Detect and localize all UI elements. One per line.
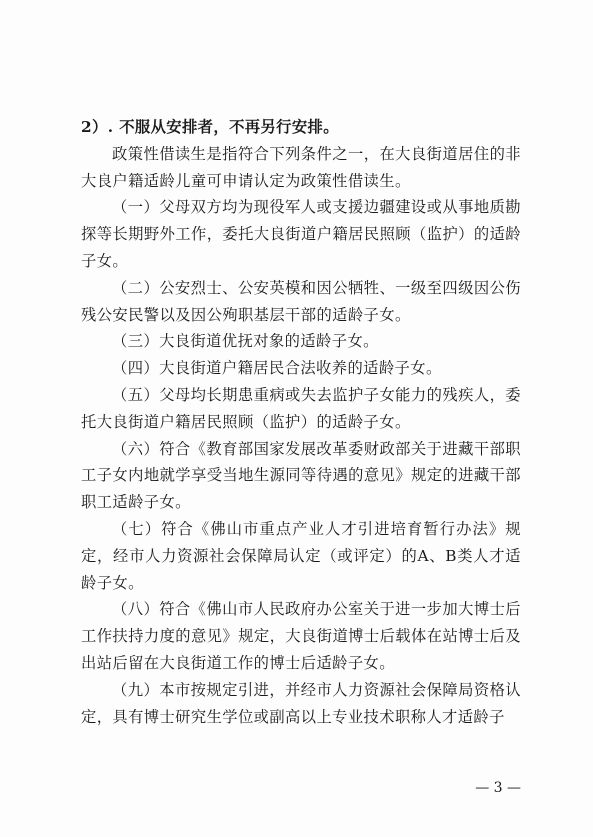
paragraph-condition-8: （八）符合《佛山市人民政府办公室关于进一步加大博士后工作扶持力度的意见》规定，大良街道博士后载体在站博士后及出站后留在大良街道工作的博士后适龄子女。: [81, 600, 521, 672]
paragraph-condition-7: （七）符合《佛山市重点产业人才引进培育暂行办法》规定，经市人力资源社会保障局认定（或评定）的A、B类人才适龄子女。: [81, 519, 521, 592]
paragraph-condition-4: （四）大良街道户籍居民合法收养的适龄子女。: [112, 359, 442, 378]
paragraph-condition-3: （三）大良街道优抚对象的适龄子女。: [112, 332, 379, 351]
paragraph-condition-2: （二）公安烈士、公安英模和因公牺牲、一级至四级因公伤残公安民警以及因公殉职基层干部的适龄子女。: [81, 278, 521, 324]
paragraph-condition-1: （一）父母双方均为现役军人或支援边疆建设或从事地质勘探等长期野外工作，委托大良街道户籍居民照顾（监护）的适龄子女。: [81, 198, 521, 270]
page-number: — 3 —: [475, 780, 521, 796]
paragraph-condition-6: （六）符合《教育部国家发展改革委财政部关于进藏干部职工子女内地就学享受当地生源同等待遇的意见》规定的进藏干部职工适龄子女。: [81, 439, 521, 512]
paragraph-arrangement-note: 2）. 不服从安排者，不再另行安排。: [81, 118, 339, 136]
paragraph-condition-5: （五）父母均长期患重病或失去监护子女能力的残疾人，委托大良街道户籍居民照顾（监护）的适龄子女。: [81, 385, 521, 431]
paragraph-policy-definition: 政策性借读生是指符合下列条件之一，在大良街道居住的非大良户籍适龄儿童可申请认定为政策性借读生。: [81, 144, 521, 190]
document-body: [81, 114, 521, 730]
paragraph-condition-9: （九）本市按规定引进，并经市人力资源社会保障局资格认定，具有博士研究生学位或副高以上专业技术职称人才适龄子: [81, 680, 521, 726]
